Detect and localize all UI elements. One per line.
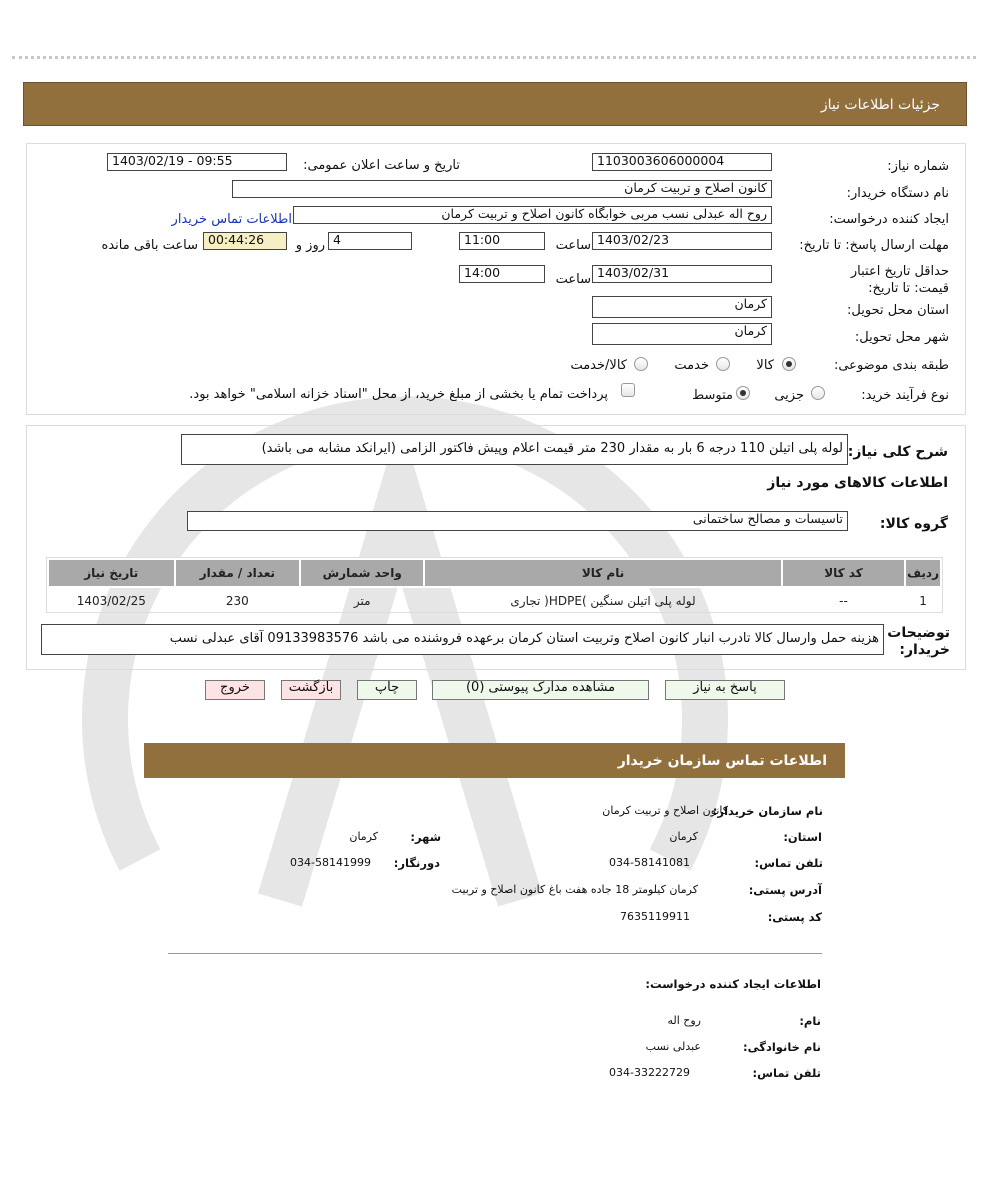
contact-city-label: شهر: xyxy=(410,830,441,844)
treasury-checkbox[interactable] xyxy=(621,383,635,397)
remaining-time-field: 00:44:26 xyxy=(203,232,287,250)
postal-label: کد پستی: xyxy=(767,910,822,924)
summary-field: لوله پلی اتیلن 110 درجه 6 بار به مقدار 230 متر قیمت اعلام وپیش فاکتور الزامی (ایرانکد مشابه می باشد) xyxy=(181,434,848,465)
category-label: طبقه بندی موضوعی: xyxy=(833,358,949,373)
group-label: گروه کالا: xyxy=(879,516,948,532)
cell-unit: متر xyxy=(353,594,371,608)
creator-label: ایجاد کننده درخواست: xyxy=(829,212,949,227)
cell-name: لوله پلی اتیلن سنگین )HDPE( تجاری xyxy=(510,594,696,608)
buyer-org-label: نام دستگاه خریدار: xyxy=(846,186,949,201)
col-code: کد کالا xyxy=(782,559,905,587)
back-button[interactable]: بازگشت xyxy=(281,680,341,700)
creator-info-title: اطلاعات ایجاد کننده درخواست: xyxy=(645,977,821,991)
announce-label: تاریخ و ساعت اعلان عمومی: xyxy=(303,158,460,173)
validity-date-field: 1403/02/31 xyxy=(592,265,772,283)
contact-section-title: اطلاعات تماس سازمان خریدار xyxy=(617,753,827,769)
summary-label: شرح کلی نیاز: xyxy=(847,444,948,460)
process-medium-radio[interactable] xyxy=(736,386,750,400)
page-header xyxy=(23,82,967,126)
contact-fax-value: 034-58141999 xyxy=(290,856,371,869)
city-label: شهر محل تحویل: xyxy=(854,330,949,345)
category-service-radio[interactable] xyxy=(716,357,730,371)
need-number-label: شماره نیاز: xyxy=(887,159,949,174)
days-label: روز و xyxy=(295,238,325,253)
address-label: آدرس پستی: xyxy=(748,883,822,897)
category-goods-radio[interactable] xyxy=(782,357,796,371)
deadline-date-field: 1403/02/23 xyxy=(592,232,772,250)
remaining-label: ساعت باقی مانده xyxy=(101,238,198,253)
category-both-radio[interactable] xyxy=(634,357,648,371)
treasury-note: پرداخت تمام یا بخشی از مبلغ خرید، از محل "اسناد خزانه اسلامی" خواهد بود. xyxy=(189,387,608,402)
creator-first-name-label: نام: xyxy=(799,1014,821,1028)
need-number-field: 1103003606000004 xyxy=(592,153,772,171)
section-divider xyxy=(168,953,822,954)
col-date: تاریخ نیاز xyxy=(48,559,175,587)
cell-code: -- xyxy=(839,594,848,608)
contact-city-value: کرمان xyxy=(349,830,378,843)
creator-first-name-value: روح اله xyxy=(667,1014,701,1027)
goods-table xyxy=(47,558,942,614)
announce-field: 1403/02/19 - 09:55 xyxy=(107,153,287,171)
deadline-label: مهلت ارسال پاسخ: تا تاریخ: xyxy=(799,238,949,253)
buyer-org-field: کانون اصلاح و تربیت کرمان xyxy=(232,180,772,198)
province-field: کرمان xyxy=(592,296,772,318)
validity-label: حداقل تاریخ اعتبار قیمت: تا تاریخ: xyxy=(850,264,949,296)
process-medium-label: متوسط xyxy=(692,388,733,403)
contact-section-header xyxy=(144,743,845,778)
goods-title: اطلاعات کالاهای مورد نیاز xyxy=(767,475,948,491)
top-dotted-divider xyxy=(12,56,976,59)
buyer-notes-label: توضیحات خریدار: xyxy=(887,625,950,658)
process-minor-radio[interactable] xyxy=(811,386,825,400)
creator-last-name-value: عبدلی نسب xyxy=(645,1040,701,1053)
attachments-button[interactable]: مشاهده مدارک پیوستی (0) xyxy=(432,680,649,700)
creator-last-name-label: نام خانوادگی: xyxy=(743,1040,821,1054)
table-row xyxy=(48,587,941,614)
cell-date: 1403/02/25 xyxy=(76,594,146,608)
creator-phone-label: تلفن تماس: xyxy=(752,1066,821,1080)
contact-fax-label: دورنگار: xyxy=(393,856,440,870)
province-label: استان محل تحویل: xyxy=(847,303,949,318)
org-name-label: نام سازمان خریدار: xyxy=(712,804,823,818)
group-field: تاسیسات و مصالح ساختمانی xyxy=(187,511,848,531)
buyer-notes-field: هزینه حمل وارسال کالا تادرب انبار کانون اصلاح وتربیت استان کرمان برعهده فروشنده می باشد 09133983576 آقای عبدلی نسب xyxy=(41,624,884,655)
print-button[interactable]: چاپ xyxy=(357,680,417,700)
col-unit: واحد شمارش xyxy=(300,559,424,587)
contact-province-label: استان: xyxy=(783,830,822,844)
page-title: جزئیات اطلاعات نیاز xyxy=(820,97,940,113)
category-goods-label: کالا xyxy=(756,358,774,373)
cell-row: 1 xyxy=(919,594,927,608)
postal-value: 7635119911 xyxy=(620,910,690,923)
validity-time-field: 14:00 xyxy=(459,265,545,283)
days-field: 4 xyxy=(328,232,412,250)
col-row: ردیف xyxy=(905,559,941,587)
deadline-time-label: ساعت xyxy=(555,238,591,253)
process-label: نوع فرآیند خرید: xyxy=(861,388,949,403)
city-field: کرمان xyxy=(592,323,772,345)
col-name: نام کالا xyxy=(424,559,782,587)
contact-phone-value: 034-58141081 xyxy=(609,856,690,869)
org-name-value: کانون اصلاح و تربیت کرمان xyxy=(602,804,728,817)
contact-phone-label: تلفن تماس: xyxy=(754,856,823,870)
creator-phone-value: 034-33222729 xyxy=(609,1066,690,1079)
category-service-label: خدمت xyxy=(674,358,709,373)
reply-button[interactable]: پاسخ به نیاز xyxy=(665,680,785,700)
contact-province-value: کرمان xyxy=(669,830,698,843)
col-qty: تعداد / مقدار xyxy=(175,559,301,587)
buyer-contact-link[interactable]: اطلاعات تماس خریدار xyxy=(171,212,292,227)
exit-button[interactable]: خروج xyxy=(205,680,265,700)
category-both-label: کالا/خدمت xyxy=(570,358,627,373)
address-value: کرمان کیلومتر 18 جاده هفت باغ کانون اصلاح و تربیت xyxy=(451,883,698,896)
goods-table-wrap xyxy=(46,557,943,613)
cell-qty: 230 xyxy=(225,594,249,608)
creator-field: روح اله عبدلی نسب مربی خوابگاه کانون اصلاح و تربیت کرمان xyxy=(293,206,772,224)
deadline-time-field: 11:00 xyxy=(459,232,545,250)
process-minor-label: جزیی xyxy=(774,388,804,403)
validity-time-label: ساعت xyxy=(555,272,591,287)
